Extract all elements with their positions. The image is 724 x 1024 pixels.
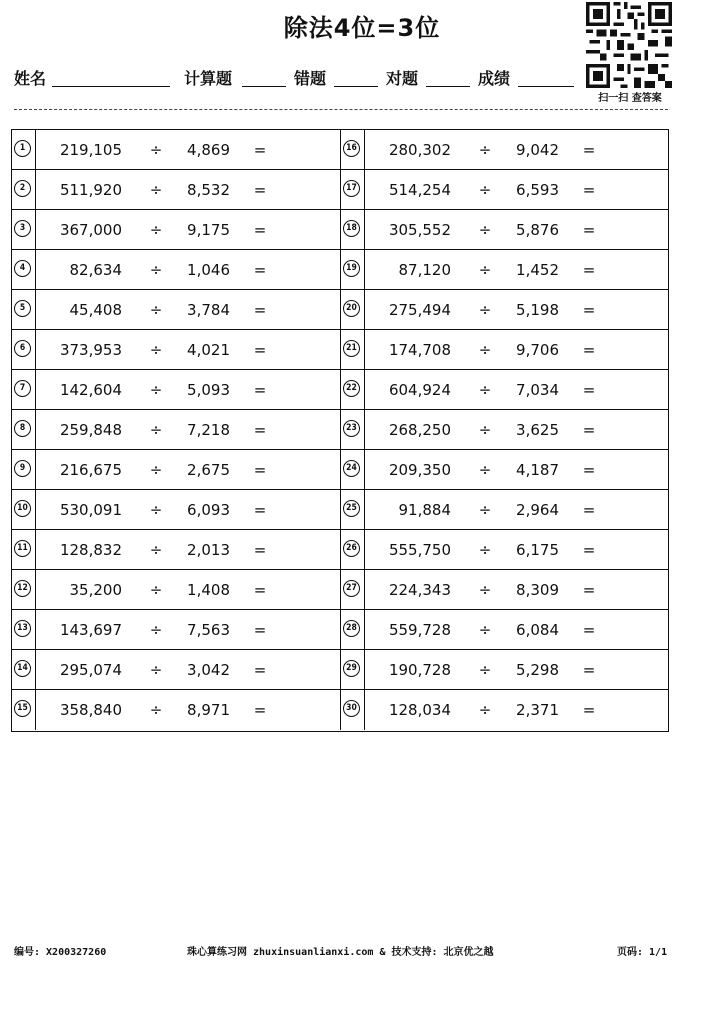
equals-sign: = (253, 541, 267, 559)
dividend: 559,728 (388, 621, 451, 639)
divide-sign: ÷ (478, 381, 492, 399)
equals-sign: = (253, 701, 267, 719)
divide-sign: ÷ (149, 181, 163, 199)
dividend: 555,750 (388, 541, 451, 559)
problem-row (12, 370, 340, 410)
problem-number: 30 (343, 700, 360, 717)
divisor: 3,784 (187, 301, 230, 319)
problem-row (341, 250, 669, 290)
problem-sheet (11, 129, 669, 732)
name-blank[interactable] (52, 86, 170, 87)
problem-number: 13 (14, 620, 31, 637)
divisor: 5,093 (187, 381, 230, 399)
divide-sign: ÷ (149, 221, 163, 239)
problem-row (341, 530, 669, 570)
problem-row (12, 530, 340, 570)
equals-sign: = (582, 661, 596, 679)
problem-row (341, 490, 669, 530)
divisor: 8,971 (187, 701, 230, 719)
problem-number-cell (12, 370, 36, 409)
problem-number-cell (341, 570, 365, 609)
equals-sign: = (582, 461, 596, 479)
problem-number-cell (12, 690, 36, 730)
dividend: 35,200 (69, 581, 122, 599)
problem-number: 3 (14, 220, 31, 237)
equals-sign: = (253, 581, 267, 599)
divisor: 8,532 (187, 181, 230, 199)
qr-caption: 扫一扫 查答案 (598, 93, 662, 104)
divisor: 6,175 (516, 541, 559, 559)
footer-code: 编号: X200327260 (14, 947, 107, 958)
problem-number: 5 (14, 300, 31, 317)
name-label: 姓名 (14, 69, 47, 88)
divisor: 9,706 (516, 341, 559, 359)
dividend: 511,920 (59, 181, 122, 199)
equals-sign: = (253, 221, 267, 239)
problem-number: 29 (343, 660, 360, 677)
problem-row (12, 170, 340, 210)
divide-sign: ÷ (478, 701, 492, 719)
divide-sign: ÷ (149, 341, 163, 359)
problem-number: 28 (343, 620, 360, 637)
divisor: 5,198 (516, 301, 559, 319)
problem-row (12, 650, 340, 690)
dividend: 259,848 (59, 421, 122, 439)
dividend: 305,552 (388, 221, 451, 239)
divide-sign: ÷ (478, 541, 492, 559)
problem-number: 10 (14, 500, 31, 517)
problem-number: 4 (14, 260, 31, 277)
dividend: 128,832 (59, 541, 122, 559)
problem-number-cell (341, 610, 365, 649)
divisor: 5,298 (516, 661, 559, 679)
divide-sign: ÷ (149, 621, 163, 639)
problem-row (12, 570, 340, 610)
problem-row (12, 690, 340, 730)
divisor: 4,869 (187, 141, 230, 159)
problem-number-cell (341, 490, 365, 529)
problem-row (12, 210, 340, 250)
student-info-row (14, 66, 584, 92)
problem-number-cell (341, 450, 365, 489)
equals-sign: = (253, 301, 267, 319)
divide-sign: ÷ (478, 461, 492, 479)
problem-number-cell (12, 250, 36, 289)
divisor: 5,876 (516, 221, 559, 239)
dividend: 91,884 (398, 501, 451, 519)
problem-number-cell (12, 410, 36, 449)
equals-sign: = (582, 581, 596, 599)
divisor: 6,593 (516, 181, 559, 199)
problem-number-cell (12, 210, 36, 249)
problem-number-cell (12, 610, 36, 649)
problem-number-cell (341, 530, 365, 569)
problem-row (341, 610, 669, 650)
divide-sign: ÷ (478, 341, 492, 359)
divisor: 7,218 (187, 421, 230, 439)
divisor: 3,625 (516, 421, 559, 439)
equals-sign: = (253, 461, 267, 479)
divisor: 8,309 (516, 581, 559, 599)
problem-number: 18 (343, 220, 360, 237)
equals-sign: = (253, 661, 267, 679)
divisor: 2,964 (516, 501, 559, 519)
divide-sign: ÷ (478, 301, 492, 319)
divisor: 4,021 (187, 341, 230, 359)
problem-number-cell (12, 130, 36, 169)
dividend: 280,302 (388, 141, 451, 159)
dividend: 268,250 (388, 421, 451, 439)
divide-sign: ÷ (149, 661, 163, 679)
problem-number-cell (341, 410, 365, 449)
problem-number: 27 (343, 580, 360, 597)
problem-number-cell (341, 250, 365, 289)
dividend: 530,091 (59, 501, 122, 519)
divide-sign: ÷ (149, 501, 163, 519)
problem-row (341, 410, 669, 450)
problem-number: 12 (14, 580, 31, 597)
dividend: 143,697 (59, 621, 122, 639)
equals-sign: = (582, 541, 596, 559)
problem-row (12, 490, 340, 530)
divisor: 6,084 (516, 621, 559, 639)
dividend: 295,074 (59, 661, 122, 679)
problem-number: 11 (14, 540, 31, 557)
problem-number: 6 (14, 340, 31, 357)
problem-number: 8 (14, 420, 31, 437)
qr-code-icon[interactable] (586, 2, 672, 88)
equals-sign: = (253, 141, 267, 159)
problem-number: 9 (14, 460, 31, 477)
problem-row (12, 250, 340, 290)
divide-sign: ÷ (478, 181, 492, 199)
problem-row (341, 370, 669, 410)
problem-row (341, 290, 669, 330)
problem-number: 14 (14, 660, 31, 677)
dividend: 174,708 (388, 341, 451, 359)
divisor: 1,408 (187, 581, 230, 599)
equals-sign: = (253, 261, 267, 279)
divide-sign: ÷ (149, 301, 163, 319)
equals-sign: = (253, 501, 267, 519)
dividend: 224,343 (388, 581, 451, 599)
problem-number-cell (341, 210, 365, 249)
problem-number-cell (341, 170, 365, 209)
problem-row (341, 690, 669, 730)
problem-number: 21 (343, 340, 360, 357)
problem-row (341, 330, 669, 370)
problem-row (341, 170, 669, 210)
divide-sign: ÷ (149, 141, 163, 159)
problem-number-cell (12, 330, 36, 369)
problem-column-left (12, 130, 340, 730)
divide-sign: ÷ (478, 141, 492, 159)
divisor: 4,187 (516, 461, 559, 479)
equals-sign: = (253, 421, 267, 439)
problem-number: 23 (343, 420, 360, 437)
divide-sign: ÷ (478, 501, 492, 519)
dividend: 219,105 (59, 141, 122, 159)
equals-sign: = (582, 221, 596, 239)
dividend: 275,494 (388, 301, 451, 319)
problem-number: 26 (343, 540, 360, 557)
divide-sign: ÷ (478, 261, 492, 279)
dividend: 190,728 (388, 661, 451, 679)
problem-row (12, 330, 340, 370)
problem-row (341, 570, 669, 610)
divisor: 7,563 (187, 621, 230, 639)
problem-number-cell (12, 530, 36, 569)
problem-number: 7 (14, 380, 31, 397)
problem-number-cell (12, 450, 36, 489)
divide-sign: ÷ (149, 381, 163, 399)
problem-number: 15 (14, 700, 31, 717)
page-title: 除法4位=3位 (283, 14, 441, 42)
equals-sign: = (582, 621, 596, 639)
problem-number-cell (341, 690, 365, 730)
problem-number-cell (12, 170, 36, 209)
problem-number-cell (12, 570, 36, 609)
wrong-blank[interactable] (334, 86, 378, 87)
divisor: 3,042 (187, 661, 230, 679)
problem-row (341, 650, 669, 690)
equals-sign: = (582, 421, 596, 439)
wrong-label: 错题 (294, 69, 327, 88)
problem-number: 2 (14, 180, 31, 197)
divisor: 7,034 (516, 381, 559, 399)
problem-number-cell (341, 370, 365, 409)
problem-number: 19 (343, 260, 360, 277)
divide-sign: ÷ (149, 701, 163, 719)
equals-sign: = (253, 381, 267, 399)
problem-row (341, 210, 669, 250)
equals-sign: = (253, 181, 267, 199)
dividend: 142,604 (59, 381, 122, 399)
divide-sign: ÷ (149, 541, 163, 559)
cut-line-divider (14, 109, 668, 110)
dividend: 128,034 (388, 701, 451, 719)
divisor: 2,371 (516, 701, 559, 719)
score-label: 成绩 (478, 69, 511, 88)
dividend: 373,953 (59, 341, 122, 359)
problem-number-cell (341, 330, 365, 369)
divisor: 9,042 (516, 141, 559, 159)
score-blank[interactable] (518, 86, 574, 87)
right-blank[interactable] (426, 86, 470, 87)
equals-sign: = (253, 341, 267, 359)
problem-number: 16 (343, 140, 360, 157)
problem-number: 1 (14, 140, 31, 157)
equals-sign: = (582, 501, 596, 519)
problem-row (12, 450, 340, 490)
divide-sign: ÷ (478, 621, 492, 639)
divisor: 9,175 (187, 221, 230, 239)
problem-row (12, 290, 340, 330)
divide-sign: ÷ (149, 261, 163, 279)
count-label: 计算题 (184, 69, 233, 88)
divide-sign: ÷ (478, 421, 492, 439)
problem-row (341, 130, 669, 170)
equals-sign: = (253, 621, 267, 639)
footer-site: 珠心算练习网 zhuxinsuanlianxi.com & 技术支持: 北京优之越 (187, 947, 494, 958)
divide-sign: ÷ (149, 461, 163, 479)
dividend: 367,000 (59, 221, 122, 239)
divisor: 2,013 (187, 541, 230, 559)
dividend: 216,675 (59, 461, 122, 479)
count-blank[interactable] (242, 86, 286, 87)
problem-number-cell (341, 290, 365, 329)
equals-sign: = (582, 141, 596, 159)
problem-number-cell (12, 490, 36, 529)
divide-sign: ÷ (149, 581, 163, 599)
divisor: 1,046 (187, 261, 230, 279)
problem-column-right (340, 130, 669, 730)
divide-sign: ÷ (478, 581, 492, 599)
problem-number: 17 (343, 180, 360, 197)
dividend: 45,408 (69, 301, 122, 319)
divide-sign: ÷ (478, 661, 492, 679)
equals-sign: = (582, 701, 596, 719)
divisor: 1,452 (516, 261, 559, 279)
dividend: 87,120 (398, 261, 451, 279)
problem-number-cell (12, 290, 36, 329)
dividend: 82,634 (69, 261, 122, 279)
equals-sign: = (582, 381, 596, 399)
problem-row (12, 410, 340, 450)
divisor: 6,093 (187, 501, 230, 519)
divide-sign: ÷ (478, 221, 492, 239)
dividend: 209,350 (388, 461, 451, 479)
right-label: 对题 (386, 69, 419, 88)
problem-row (341, 450, 669, 490)
footer-page: 页码: 1/1 (617, 947, 668, 958)
equals-sign: = (582, 261, 596, 279)
problem-number: 24 (343, 460, 360, 477)
dividend: 514,254 (388, 181, 451, 199)
problem-number: 22 (343, 380, 360, 397)
dividend: 604,924 (388, 381, 451, 399)
divide-sign: ÷ (149, 421, 163, 439)
equals-sign: = (582, 181, 596, 199)
problem-row (12, 130, 340, 170)
dividend: 358,840 (59, 701, 122, 719)
problem-row (12, 610, 340, 650)
equals-sign: = (582, 301, 596, 319)
problem-number-cell (12, 650, 36, 689)
equals-sign: = (582, 341, 596, 359)
problem-number-cell (341, 650, 365, 689)
problem-number: 20 (343, 300, 360, 317)
divisor: 2,675 (187, 461, 230, 479)
problem-number: 25 (343, 500, 360, 517)
problem-number-cell (341, 130, 365, 169)
